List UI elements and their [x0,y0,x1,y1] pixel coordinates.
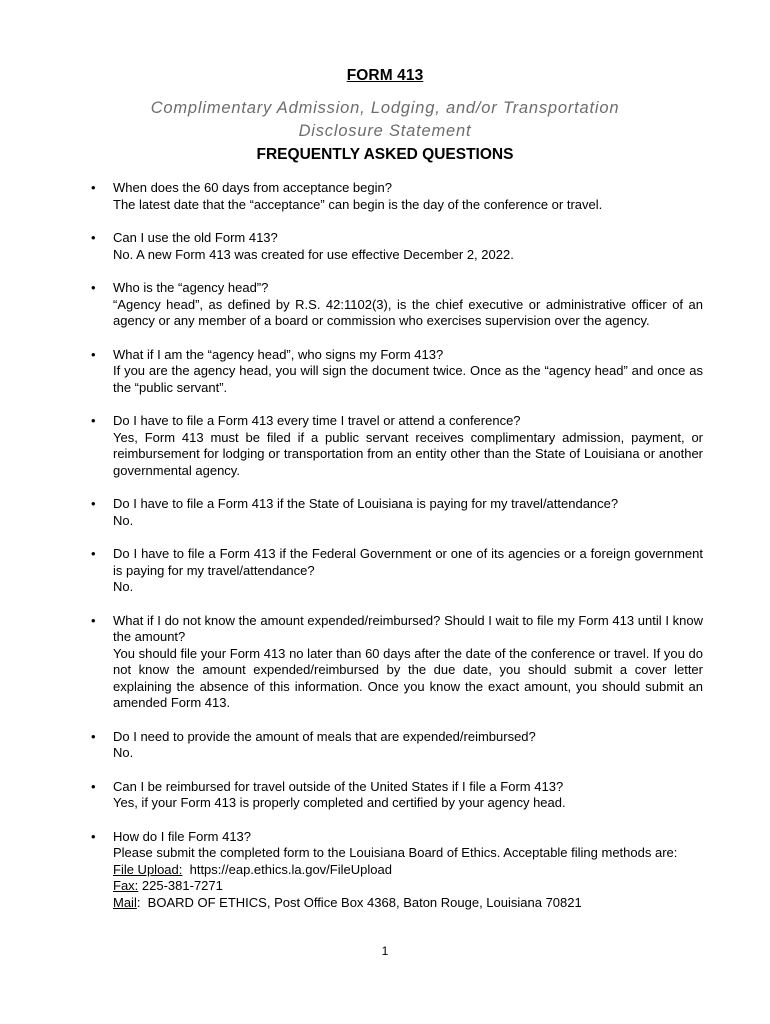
faq-item [113,413,703,479]
mail-address: : BOARD OF ETHICS, Post Office Box 4368, Baton Rouge, Louisiana 70821 [136,894,582,910]
faq-list [113,180,703,928]
page-number: 1 [381,944,389,958]
faq-answer: Yes, Form 413 must be filed if a public servant receives complimentary admission, payment, or reimbursement for lodging or transportation from an entity other than the State of Louisiana or another governmental agency. [113,429,703,478]
faq-heading: FREQUENTLY ASKED QUESTIONS [256,146,514,163]
faq-question: • Who is the “agency head”? [113,280,269,295]
faq-question: • When does the 60 days from acceptance begin? [113,180,392,195]
file-upload-url: https://eap.ethics.la.gov/FileUpload [182,861,392,877]
file-upload-line [113,862,703,879]
form-title: FORM 413 [346,67,424,84]
faq-answer: You should file your Form 413 no later than 60 days after the date of the conference or travel. If you do not know the amount expended/reimbursed by the due date, you should submit a cover letter explaining the absence of this information. Once you know the exact amount, you should submit an amended Form 413. [113,645,703,710]
faq-answer: “Agency head”, as defined by R.S. 42:1102(3), is the chief executive or administrative officer of an agency or any member of a board or commission who exercises supervision over the agency. [113,296,703,328]
faq-answer: Yes, if your Form 413 is properly completed and certified by your agency head. [113,795,566,810]
faq-item [113,347,703,397]
faq-item [113,546,703,596]
file-upload-label: File Upload: [113,861,183,877]
faq-question: • Do I have to file a Form 413 every time I travel or attend a conference? [113,413,521,428]
faq-question: • Do I have to file a Form 413 if the State of Louisiana is paying for my travel/attendance? [113,496,619,511]
faq-item [113,729,703,762]
faq-item [113,180,703,213]
faq-answer: The latest date that the “acceptance” can begin is the day of the conference or travel. [113,196,603,212]
fax-line [113,878,703,895]
faq-item [113,779,703,812]
faq-item [113,496,703,529]
fax-number: 225-381-7271 [138,878,223,893]
faq-question: • Do I need to provide the amount of meals that are expended/reimbursed? [113,728,536,744]
faq-item [113,230,703,263]
faq-question: • What if I am the “agency head”, who signs my Form 413? [113,346,444,362]
faq-question: • Can I use the old Form 413? [113,230,278,245]
faq-answer: No. [113,745,134,760]
faq-item [113,280,703,330]
faq-question: • What if I do not know the amount expended/reimbursed? Should I wait to file my Form 413 until I know the amount? [113,612,703,644]
fax-label: Fax: [113,878,139,893]
form-subtitle-line2: Disclosure Statement [298,122,472,140]
faq-answer: No. [113,512,134,528]
faq-question: • Do I have to file a Form 413 if the Federal Government or one of its agencies or a foreign government is paying for my travel/attendance? [113,546,703,578]
faq-answer: No. A new Form 413 was created for use effective December 2, 2022. [113,246,514,262]
faq-item-filing [113,829,703,912]
mail-line [113,895,703,912]
faq-answer: No. [113,579,134,594]
faq-answer: Please submit the completed form to the Louisiana Board of Ethics. Acceptable filing methods are: [113,845,678,860]
mail-label: Mail [113,894,137,910]
faq-item [113,613,703,712]
faq-question: • How do I file Form 413? [113,828,252,844]
faq-question: • Can I be reimbursed for travel outside of the United States if I file a Form 413? [113,778,564,794]
form-subtitle-line1: Complimentary Admission, Lodging, and/or Transportation [150,99,620,117]
faq-answer: If you are the agency head, you will sign the document twice. Once as the “agency head” and once as the “public servant”. [113,363,703,395]
